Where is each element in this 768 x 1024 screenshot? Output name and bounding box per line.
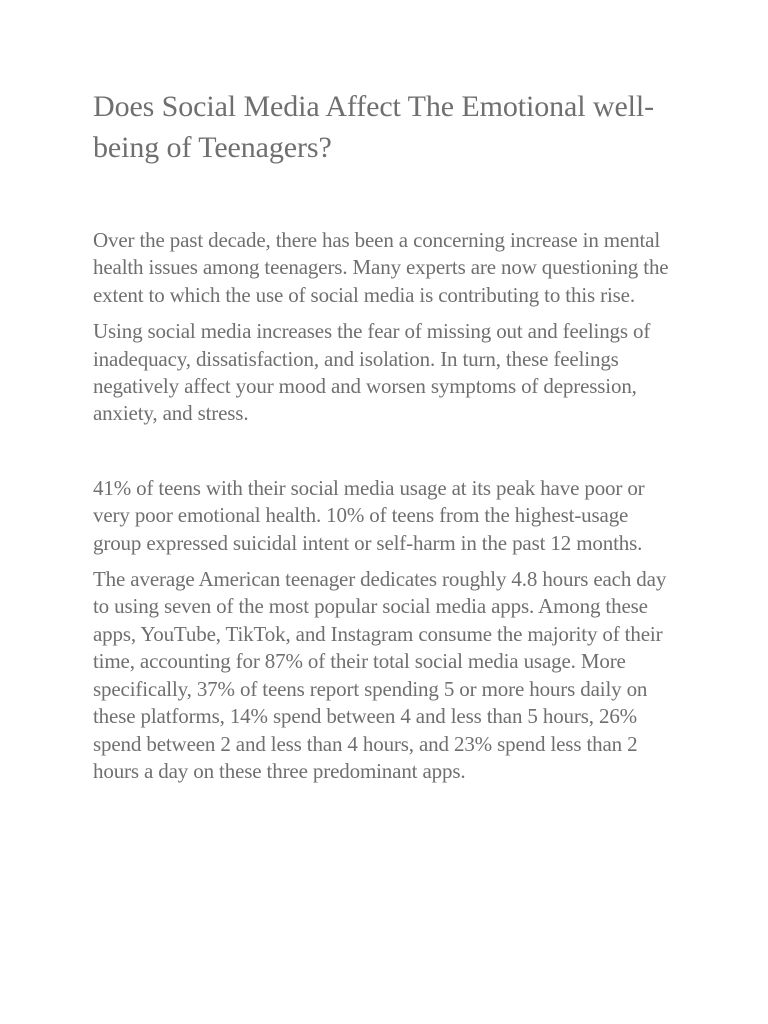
paragraph-usage: The average American teenager dedicates roughly 4.8 hours each day to using seven of the most popular social media apps. Among these apps, YouTube, TikTok, and Instagram consume the majority of their time, accounting for 87% of their total social media usage. More specifically, 37% of teens report spending 5 or more hours daily on these platforms, 14% spend between 4 and less than 5 hours, 26% spend between 2 and less than 4 hours, and 23% spend less than 2 hours a day on these three predominant apps. <box>93 567 667 783</box>
document-title: Does Social Media Affect The Emotional well-being of Teenagers? <box>93 90 655 164</box>
paragraph-statistics: 41% of teens with their social media usage at its peak have poor or very poor emotional health. 10% of teens from the highest-usage group expressed suicidal intent or self-harm in the past 12 months. <box>93 475 645 555</box>
paragraph-effects: Using social media increases the fear of missing out and feelings of inadequacy, dissatisfaction, and isolation. In turn, these feelings negatively affect your mood and worsen symptoms of depression, anxiety, and stress. <box>93 319 651 426</box>
document-page <box>93 86 678 785</box>
paragraph-intro: Over the past decade, there has been a concerning increase in mental health issues among teenagers. Many experts are now questioning the extent to which the use of social media is contributing to this rise. <box>93 228 669 307</box>
